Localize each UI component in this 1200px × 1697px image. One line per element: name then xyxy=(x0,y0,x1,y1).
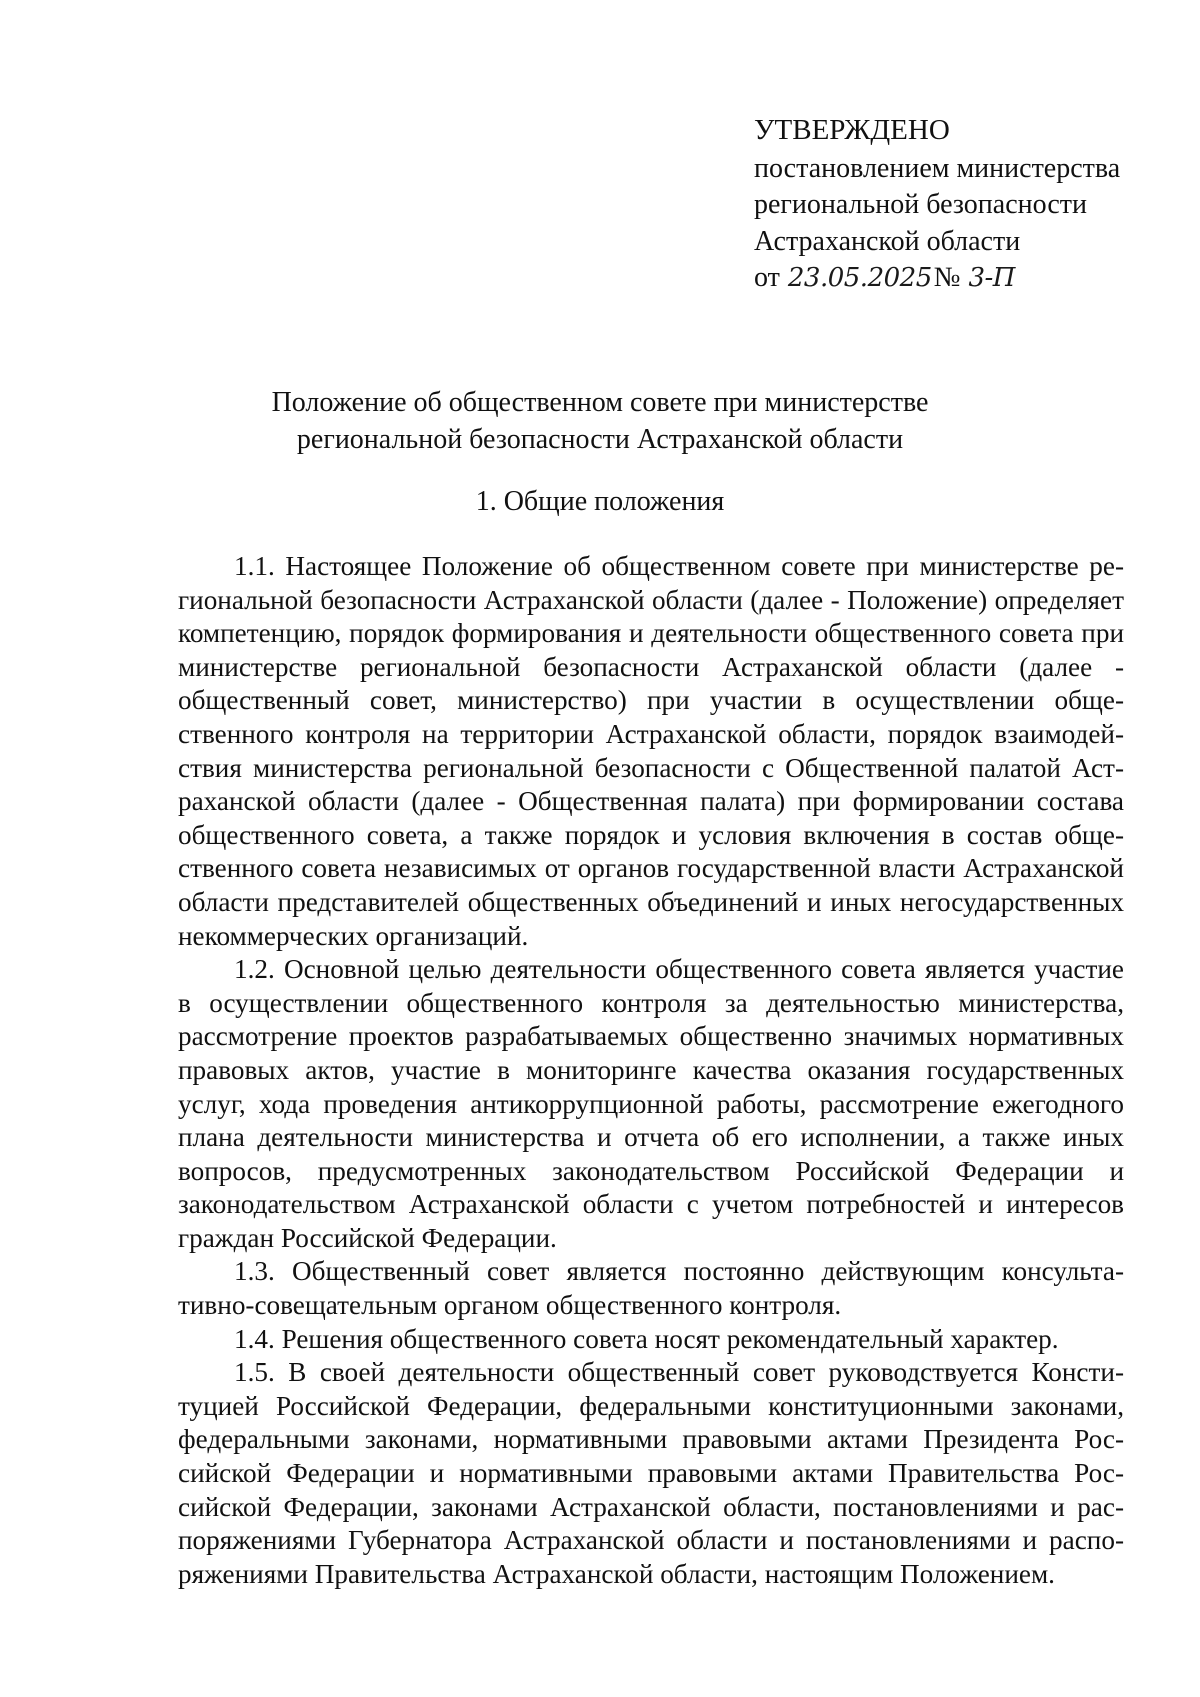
paragraph-1-1: 1.1. Настоящее Положение об общественном совете при министерстве региональной безопасности Астраханской области (далее - Положение) определяет компетенцию, порядок формирования и деятельности общественного совета при министерстве региональной безопасности Астраханской области (далее - общественный совет, министерство) при участии в осуществлении общественного контроля на территории Астраханской области, порядок взаимодействия министерства региональной безопасности с Общественной палатой Астраханской области (далее - Общественная палата) при формировании состава общественного совета, а также порядок и условия включения в состав общественного совета независимых от органов государственной власти Астраханской области представителей общественных объединений и иных негосударственных некоммерческих организаций. xyxy=(178,551,1124,951)
approval-number-sign: № xyxy=(933,262,961,293)
paragraph-1-2: 1.2. Основной целью деятельности общественного совета является участие в осуществлении общественного контроля за деятельностью министерства, рассмотрение проектов разрабатываемых общественно значимых нормативных правовых актов, участие в мониторинге качества оказания государственных услуг, хода проведения антикоррупционной работы, рассмотрение ежегодного плана деятельности министерства и отчета об его исполнении, а также иных вопросов, предусмотренных законодательством Российской Федерации и законодательством Астраханской области с учетом потребностей и интересов граждан Российской Федерации. xyxy=(178,954,1124,1253)
paragraph-1-3: 1.3. Общественный совет является постоянно действующим консультативно-совещательным органом общественного контроля. xyxy=(178,1256,1124,1321)
approval-date-prefix: от xyxy=(754,262,780,293)
approval-handwritten-date: 23.05.2025 xyxy=(787,263,932,293)
document-title-line-1: Положение об общественном совете при министерстве xyxy=(271,387,929,418)
document-body xyxy=(178,550,1124,1591)
approval-handwritten-number: 3-П xyxy=(968,263,1015,293)
approval-stamp-block xyxy=(754,112,1174,297)
paragraph-1-5: 1.5. В своей деятельности общественный совет руководствуется Конституцией Российской Федерации, федеральными конституционными законами, федеральными законами, нормативными правовыми актами Президента Российской Федерации и нормативными правовыми актами Правительства Российской Федерации, законами Астраханской области, постановлениями и распоряжениями Губернатора Астраханской области и постановлениями и распоряжениями Правительства Астраханской области, настоящим Положением. xyxy=(178,1357,1124,1589)
document-title-line-2: региональной безопасности Астраханской области xyxy=(296,424,904,455)
paragraph-1-4: 1.4. Решения общественного совета носят рекомендательный характер. xyxy=(234,1323,1059,1354)
section-1-heading: 1. Общие положения xyxy=(475,486,725,517)
approval-line-1: постановлением министерства xyxy=(754,152,1121,184)
document-title xyxy=(180,384,1020,458)
approval-heading: УТВЕРЖДЕНО xyxy=(754,114,950,146)
approval-date-line xyxy=(754,260,1174,297)
approval-line-2: региональной безопасности xyxy=(754,189,1087,220)
approval-line-3: Астраханской области xyxy=(754,225,1021,257)
